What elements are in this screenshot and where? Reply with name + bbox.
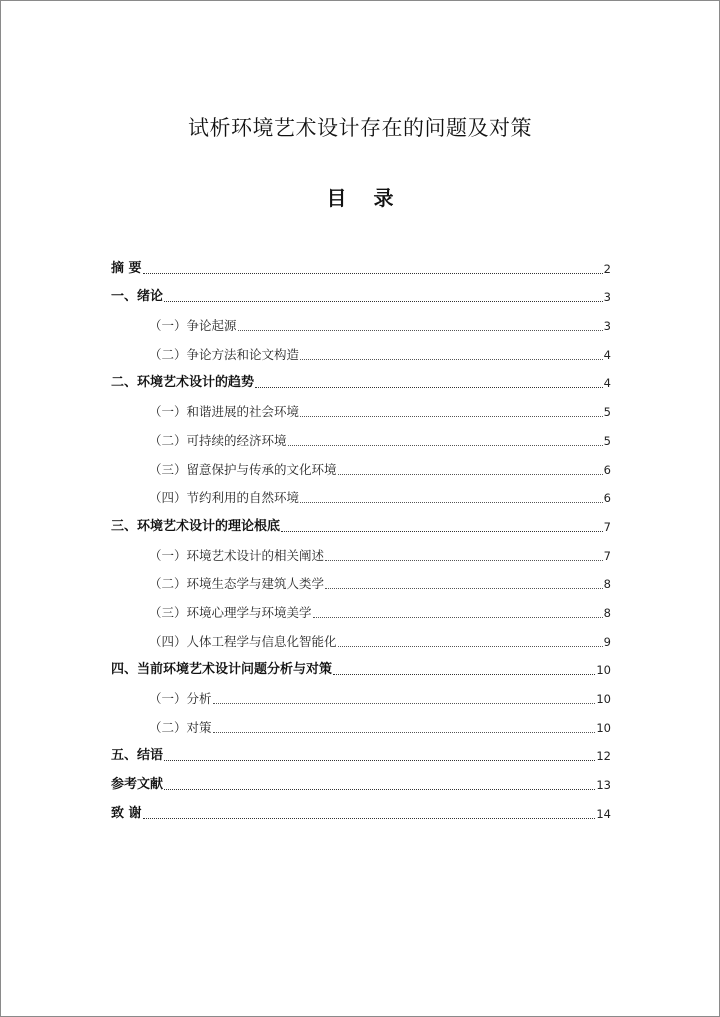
toc-entry-1-2[interactable]: [1, 335, 720, 364]
toc-entry-page: 7: [603, 548, 611, 563]
toc-entry-page: 4: [603, 347, 611, 362]
toc-entry-label: （四）人体工程学与信息化智能化: [149, 633, 337, 649]
toc-entry-page: 8: [603, 577, 611, 592]
dot-leader: [238, 330, 603, 331]
toc-entry-label: 四、当前环境艺术设计问题分析与对策: [111, 662, 333, 678]
toc-entry-label: （二）争论方法和论文构造: [149, 346, 300, 362]
toc-entry-page: 6: [603, 491, 611, 506]
toc-entry-page: 8: [603, 605, 611, 620]
toc-entry-page: 3: [603, 290, 611, 305]
dot-leader: [325, 560, 603, 561]
toc-entry-2-3[interactable]: [1, 450, 720, 479]
toc-entry-page: 4: [603, 376, 611, 391]
dot-leader: [325, 588, 603, 589]
toc-entry-chapter-2[interactable]: [1, 364, 720, 393]
dot-leader: [288, 445, 603, 446]
dot-leader: [338, 474, 603, 475]
dot-leader: [164, 789, 595, 790]
toc-entry-label: （一）环境艺术设计的相关阐述: [149, 547, 325, 563]
toc-entry-3-3[interactable]: [1, 593, 720, 622]
dot-leader: [313, 617, 603, 618]
toc-entry-label: （三）留意保护与传承的文化环境: [149, 461, 337, 477]
toc-entry-page: 6: [603, 462, 611, 477]
dot-leader: [300, 502, 603, 503]
toc-entry-page: 9: [603, 634, 611, 649]
toc-entry-label: （一）分析: [149, 691, 212, 706]
toc-entry-label: （三）环境心理学与环境美学: [149, 604, 312, 620]
toc-entry-chapter-4[interactable]: [1, 651, 720, 680]
toc-entry-page: 5: [603, 433, 611, 448]
dot-leader: [300, 416, 603, 417]
toc-entry-conclusion[interactable]: [1, 737, 720, 766]
toc-entry-label: 一、绪论: [111, 289, 164, 305]
document-title: 试析环境艺术设计存在的问题及对策: [188, 116, 532, 140]
toc-entry-page: 14: [596, 806, 611, 821]
toc-entry-page: 10: [596, 692, 611, 706]
toc-entry-label: （二）环境生态学与建筑人类学: [149, 576, 325, 592]
dot-leader: [164, 760, 595, 761]
toc-entry-acknowledgements[interactable]: [1, 794, 720, 823]
toc-entry-page: 10: [596, 720, 611, 735]
toc-entry-2-1[interactable]: [1, 392, 720, 421]
toc-entry-label: （一）和谐进展的社会环境: [149, 404, 300, 420]
toc-entry-introduction[interactable]: [1, 278, 720, 307]
dot-leader: [300, 359, 603, 360]
toc-entry-3-4[interactable]: [1, 622, 720, 651]
dot-leader: [255, 387, 603, 388]
toc-entry-1-1[interactable]: [1, 306, 720, 335]
toc-entry-references[interactable]: [1, 765, 720, 794]
toc-entry-label: 五、结语: [111, 748, 164, 764]
toc-entry-page: 12: [596, 749, 611, 764]
toc-entry-3-1[interactable]: [1, 536, 720, 565]
toc-entry-page: 13: [596, 778, 611, 793]
toc-entry-label: （四）节约利用的自然环境: [149, 490, 300, 506]
toc-heading: 目 录: [326, 186, 404, 210]
dot-leader: [164, 301, 603, 302]
toc-entry-label: 致 谢: [111, 805, 142, 821]
toc-entry-4-2[interactable]: [1, 708, 720, 737]
toc-entry-page: 10: [596, 663, 611, 678]
toc-entry-4-1[interactable]: [1, 679, 720, 708]
dot-leader: [143, 818, 596, 819]
dot-leader: [338, 646, 603, 647]
toc-entry-label: （一）争论起源: [149, 318, 237, 334]
toc-entry-2-2[interactable]: [1, 421, 720, 450]
toc-entry-label: （二）可持续的经济环境: [149, 432, 287, 448]
table-of-contents: [1, 249, 720, 823]
toc-entry-label: 二、环境艺术设计的趋势: [111, 375, 255, 391]
toc-entry-label: 三、环境艺术设计的理论根底: [111, 518, 281, 534]
toc-entry-chapter-3[interactable]: [1, 507, 720, 536]
toc-entry-label: （二）对策: [149, 719, 212, 735]
dot-leader: [213, 703, 596, 704]
toc-entry-page: 2: [603, 261, 611, 276]
dot-leader: [281, 531, 603, 532]
toc-entry-page: 5: [603, 405, 611, 420]
toc-entry-3-2[interactable]: [1, 565, 720, 594]
dot-leader: [333, 674, 595, 675]
toc-entry-page: 7: [603, 519, 611, 534]
toc-entry-2-4[interactable]: [1, 479, 720, 508]
dot-leader: [143, 273, 603, 274]
toc-entry-page: 3: [603, 319, 611, 334]
toc-entry-label: 参考文献: [111, 777, 164, 793]
toc-entry-label: 摘 要: [111, 260, 142, 276]
dot-leader: [213, 732, 596, 733]
toc-entry-abstract[interactable]: [1, 249, 720, 278]
